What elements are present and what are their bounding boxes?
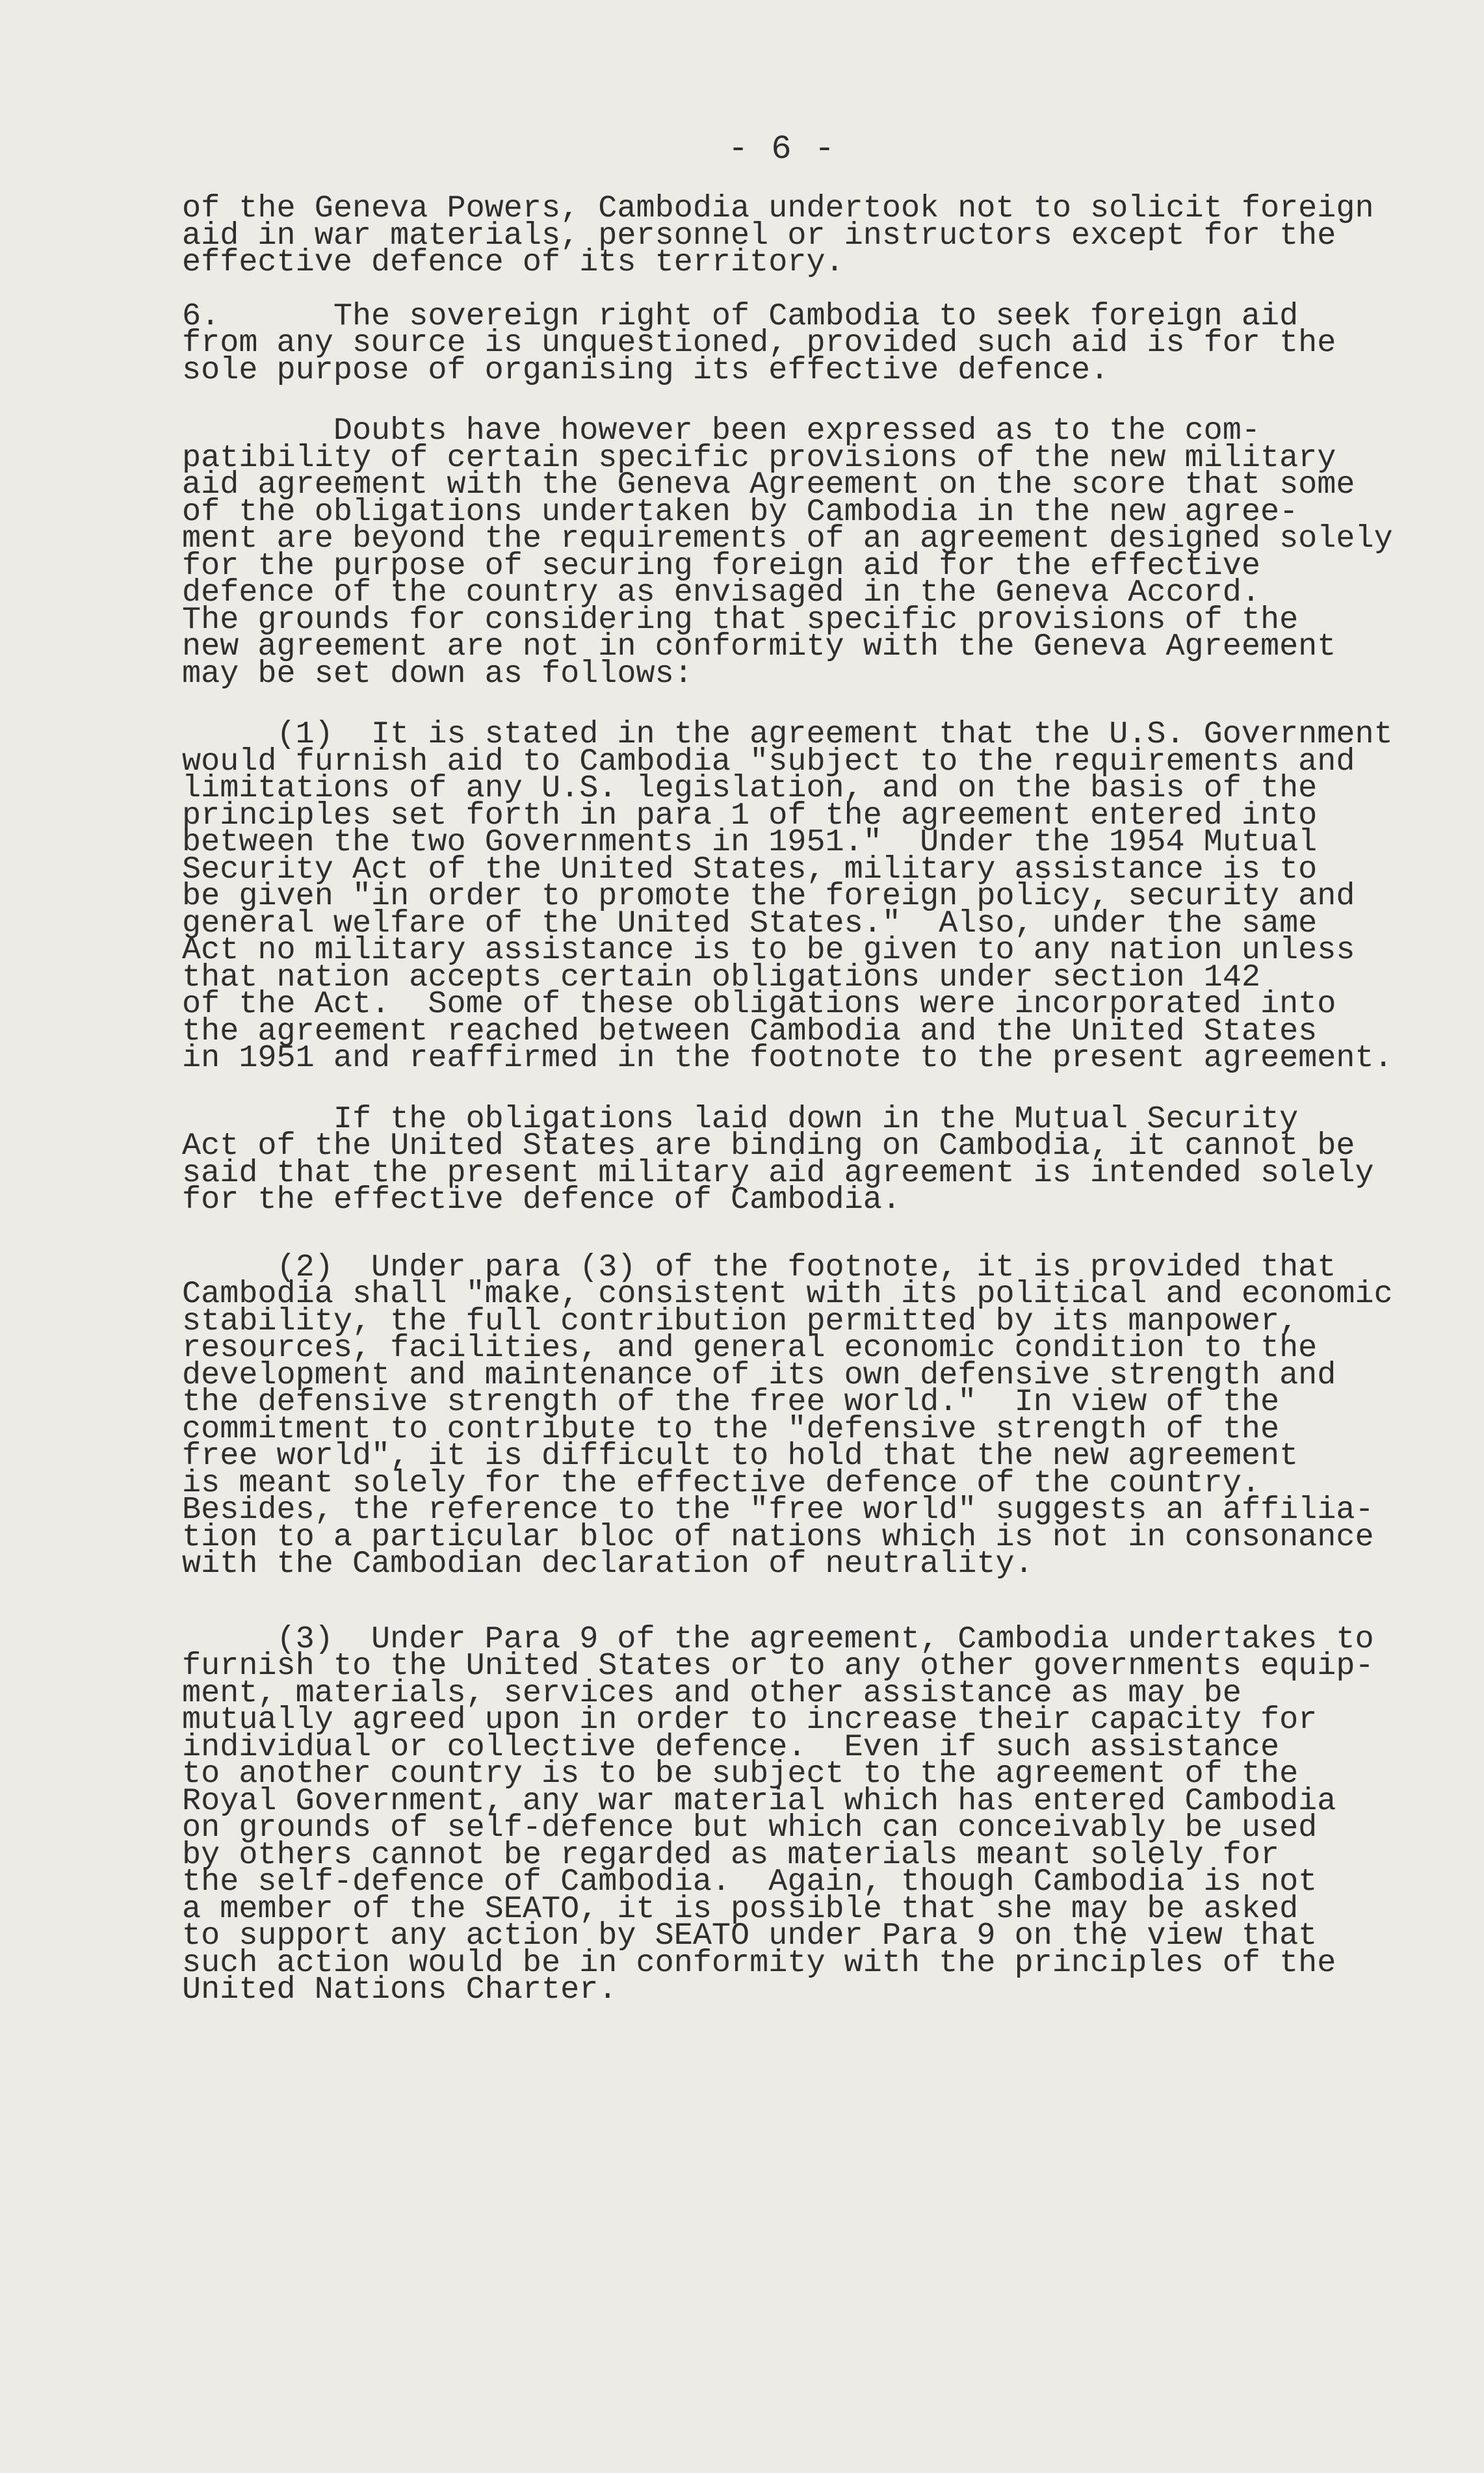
text-line: new agreement are not in conformity with the Geneva Agreement	[182, 629, 1336, 664]
text-line: (1) It is stated in the agreement that the U.S. Government	[182, 716, 1393, 752]
paragraph-geneva-powers	[182, 190, 1424, 280]
paragraph-point-3	[182, 1621, 1424, 2008]
text-line: sole purpose of organising its effective defence.	[182, 352, 1110, 388]
document-body	[182, 190, 1424, 2008]
text-line: of the Act. Some of these obligations were incorporated into	[182, 986, 1336, 1022]
text-line: Act no military assistance is to be given to any nation unless	[182, 932, 1355, 968]
text-line: general welfare of the United States." Also, under the same	[182, 905, 1318, 941]
text-line: is meant solely for the effective defence of the country.	[182, 1465, 1260, 1501]
page-number: - 6 -	[728, 130, 837, 168]
text-line: such action would be in conformity with the principles of the	[182, 1944, 1336, 1981]
text-line: effective defence of its territory.	[182, 244, 844, 280]
text-line: Doubts have however been expressed as to the com-	[182, 413, 1260, 449]
text-line: The grounds for considering that specific provisions of the	[182, 601, 1299, 638]
text-line: would furnish aid to Cambodia "subject to the requirements and	[182, 743, 1355, 779]
text-line: with the Cambodian declaration of neutrality.	[182, 1546, 1034, 1582]
text-line: principles set forth in para 1 of the agreement entered into	[182, 797, 1318, 833]
text-line: limitations of any U.S. legislation, and on the basis of the	[182, 770, 1318, 806]
text-line: of the Geneva Powers, Cambodia undertook not to solicit foreign	[182, 190, 1374, 226]
text-line: Security Act of the United States, military assistance is to	[182, 851, 1318, 887]
text-line: defence of the country as envisaged in the Geneva Accord.	[182, 575, 1260, 610]
text-line: Besides, the reference to the "free world" suggests an affilia-	[182, 1492, 1374, 1528]
text-line: furnish to the United States or to any other governments equip-	[182, 1648, 1374, 1684]
text-line: tion to a particular bloc of nations which is not in consonance	[182, 1519, 1374, 1555]
text-line: Cambodia shall "make, consistent with its political and economic	[182, 1276, 1393, 1312]
text-line: for the effective defence of Cambodia.	[182, 1182, 901, 1218]
text-line: aid in war materials, personnel or instructors except for the	[182, 217, 1336, 254]
text-line: the defensive strength of the free world." In view of the	[182, 1384, 1280, 1420]
text-line: that nation accepts certain obligations under section 142	[182, 959, 1260, 995]
paragraph-point-1	[182, 716, 1424, 1076]
text-line: the agreement reached between Cambodia and the United States	[182, 1013, 1318, 1049]
text-line: mutually agreed upon in order to increase their capacity for	[182, 1702, 1318, 1738]
text-line: United Nations Charter.	[182, 1972, 618, 2008]
text-line: ment are beyond the requirements of an agreement designed solely	[182, 521, 1393, 556]
text-line: ment, materials, services and other assistance as may be	[182, 1675, 1242, 1711]
text-line: to support any action by SEATO under Para 9 on the view that	[182, 1918, 1318, 1954]
text-line: from any source is unquestioned, provided such aid is for the	[182, 325, 1336, 361]
text-line: be given "in order to promote the foreign policy, security and	[182, 878, 1355, 914]
paragraph-point-2	[182, 1249, 1424, 1582]
text-line: patibility of certain specific provisions of the new military	[182, 439, 1336, 476]
text-line: on grounds of self-defence but which can conceivably be used	[182, 1810, 1318, 1846]
text-line: aid agreement with the Geneva Agreement on the score that some	[182, 467, 1355, 503]
text-line: If the obligations laid down in the Mutual Security	[182, 1101, 1299, 1137]
paragraph-doubts-expressed	[182, 413, 1424, 692]
text-line: by others cannot be regarded as materials meant solely for	[182, 1837, 1280, 1873]
text-line: commitment to contribute to the "defensive strength of the	[182, 1411, 1280, 1447]
text-line: to another country is to be subject to the agreement of the	[182, 1756, 1299, 1792]
text-line: Act of the United States are binding on Cambodia, it cannot be	[182, 1128, 1355, 1164]
text-line: individual or collective defence. Even if such assistance	[182, 1729, 1280, 1765]
paragraph-mutual-security-binding	[182, 1101, 1424, 1218]
text-line: between the two Governments in 1951." Under the 1954 Mutual	[182, 824, 1318, 860]
text-line: resources, facilities, and general economic condition to the	[182, 1330, 1318, 1366]
paragraph-6-sovereign-right	[182, 298, 1424, 388]
text-line: may be set down as follows:	[182, 655, 693, 692]
text-line: (3) Under Para 9 of the agreement, Cambodia undertakes to	[182, 1621, 1374, 1657]
text-line: said that the present military aid agreement is intended solely	[182, 1155, 1374, 1191]
text-line: for the purpose of securing foreign aid for the effective	[182, 547, 1260, 584]
text-line: (2) Under para (3) of the footnote, it is provided that	[182, 1249, 1336, 1285]
text-line: a member of the SEATO, it is possible that she may be asked	[182, 1891, 1299, 1927]
text-line: development and maintenance of its own defensive strength and	[182, 1357, 1336, 1393]
text-line: 6. The sovereign right of Cambodia to seek foreign aid	[182, 298, 1299, 334]
text-line: Royal Government, any war material which has entered Cambodia	[182, 1783, 1336, 1819]
text-line: the self-defence of Cambodia. Again, though Cambodia is not	[182, 1864, 1318, 1900]
text-line: of the obligations undertaken by Cambodia in the new agree-	[182, 493, 1299, 530]
text-line: free world", it is difficult to hold that the new agreement	[182, 1438, 1299, 1474]
text-line: in 1951 and reaffirmed in the footnote to the present agreement.	[182, 1040, 1393, 1076]
text-line: stability, the full contribution permitted by its manpower,	[182, 1303, 1299, 1339]
